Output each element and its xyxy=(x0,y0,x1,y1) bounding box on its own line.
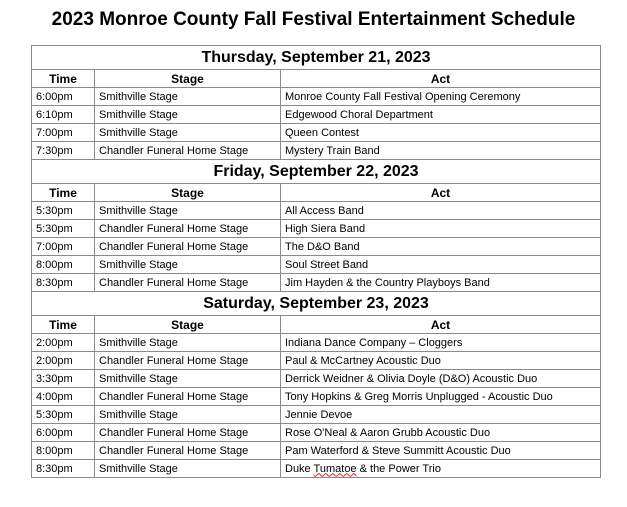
stage-cell: Chandler Funeral Home Stage xyxy=(95,388,281,406)
schedule-table xyxy=(31,45,601,478)
day-heading: Thursday, September 21, 2023 xyxy=(32,46,601,70)
time-cell: 5:30pm xyxy=(32,220,95,238)
time-column-header: Time xyxy=(32,70,95,88)
stage-cell: Smithville Stage xyxy=(95,106,281,124)
table-row xyxy=(32,370,601,388)
stage-cell: Chandler Funeral Home Stage xyxy=(95,352,281,370)
stage-cell: Smithville Stage xyxy=(95,460,281,478)
table-row xyxy=(32,124,601,142)
day-heading: Friday, September 22, 2023 xyxy=(32,160,601,184)
time-cell: 2:00pm xyxy=(32,334,95,352)
act-cell: Tony Hopkins & Greg Morris Unplugged - Acoustic Duo xyxy=(281,388,601,406)
act-cell: The D&O Band xyxy=(281,238,601,256)
spellcheck-underline: Tumatoe xyxy=(313,462,357,475)
table-row xyxy=(32,352,601,370)
act-cell: Jim Hayden & the Country Playboys Band xyxy=(281,274,601,292)
table-row xyxy=(32,142,601,160)
act-cell: Soul Street Band xyxy=(281,256,601,274)
stage-cell: Chandler Funeral Home Stage xyxy=(95,442,281,460)
act-column-header: Act xyxy=(281,70,601,88)
time-cell: 3:30pm xyxy=(32,370,95,388)
day-heading-row xyxy=(32,46,601,70)
day-heading-row xyxy=(32,160,601,184)
time-cell: 5:30pm xyxy=(32,202,95,220)
time-column-header: Time xyxy=(32,316,95,334)
table-row xyxy=(32,406,601,424)
table-row xyxy=(32,388,601,406)
stage-cell: Smithville Stage xyxy=(95,256,281,274)
time-cell: 7:00pm xyxy=(32,238,95,256)
act-cell: Paul & McCartney Acoustic Duo xyxy=(281,352,601,370)
stage-cell: Chandler Funeral Home Stage xyxy=(95,424,281,442)
time-cell: 8:00pm xyxy=(32,256,95,274)
stage-cell: Smithville Stage xyxy=(95,124,281,142)
table-row xyxy=(32,442,601,460)
column-header-row xyxy=(32,316,601,334)
day-heading-row xyxy=(32,292,601,316)
act-cell: High Siera Band xyxy=(281,220,601,238)
act-cell: Derrick Weidner & Olivia Doyle (D&O) Acoustic Duo xyxy=(281,370,601,388)
time-cell: 6:10pm xyxy=(32,106,95,124)
act-column-header: Act xyxy=(281,316,601,334)
column-header-row xyxy=(32,184,601,202)
stage-cell: Chandler Funeral Home Stage xyxy=(95,220,281,238)
stage-cell: Chandler Funeral Home Stage xyxy=(95,274,281,292)
stage-cell: Smithville Stage xyxy=(95,88,281,106)
time-cell: 6:00pm xyxy=(32,424,95,442)
act-cell: Pam Waterford & Steve Summitt Acoustic Duo xyxy=(281,442,601,460)
table-row xyxy=(32,256,601,274)
stage-cell: Chandler Funeral Home Stage xyxy=(95,238,281,256)
time-column-header: Time xyxy=(32,184,95,202)
stage-cell: Smithville Stage xyxy=(95,370,281,388)
stage-cell: Smithville Stage xyxy=(95,406,281,424)
act-cell: Queen Contest xyxy=(281,124,601,142)
time-cell: 6:00pm xyxy=(32,88,95,106)
act-cell: Jennie Devoe xyxy=(281,406,601,424)
stage-column-header: Stage xyxy=(95,70,281,88)
act-cell: Edgewood Choral Department xyxy=(281,106,601,124)
act-column-header: Act xyxy=(281,184,601,202)
column-header-row xyxy=(32,70,601,88)
day-heading: Saturday, September 23, 2023 xyxy=(32,292,601,316)
act-cell: Mystery Train Band xyxy=(281,142,601,160)
time-cell: 8:30pm xyxy=(32,274,95,292)
table-row xyxy=(32,202,601,220)
table-row xyxy=(32,274,601,292)
table-row xyxy=(32,220,601,238)
table-row xyxy=(32,106,601,124)
table-row xyxy=(32,334,601,352)
act-cell: Indiana Dance Company – Cloggers xyxy=(281,334,601,352)
page-title: 2023 Monroe County Fall Festival Entertainment Schedule xyxy=(51,9,576,30)
time-cell: 2:00pm xyxy=(32,352,95,370)
table-row xyxy=(32,238,601,256)
act-cell: Duke Tumatoe & the Power Trio xyxy=(281,460,601,478)
act-cell: All Access Band xyxy=(281,202,601,220)
time-cell: 8:30pm xyxy=(32,460,95,478)
time-cell: 5:30pm xyxy=(32,406,95,424)
time-cell: 7:30pm xyxy=(32,142,95,160)
time-cell: 8:00pm xyxy=(32,442,95,460)
stage-cell: Smithville Stage xyxy=(95,202,281,220)
stage-column-header: Stage xyxy=(95,316,281,334)
stage-cell: Chandler Funeral Home Stage xyxy=(95,142,281,160)
time-cell: 7:00pm xyxy=(32,124,95,142)
schedule-body xyxy=(32,46,601,478)
stage-cell: Smithville Stage xyxy=(95,334,281,352)
stage-column-header: Stage xyxy=(95,184,281,202)
time-cell: 4:00pm xyxy=(32,388,95,406)
act-cell: Rose O'Neal & Aaron Grubb Acoustic Duo xyxy=(281,424,601,442)
table-row xyxy=(32,88,601,106)
table-row xyxy=(32,460,601,478)
table-row xyxy=(32,424,601,442)
act-cell: Monroe County Fall Festival Opening Ceremony xyxy=(281,88,601,106)
